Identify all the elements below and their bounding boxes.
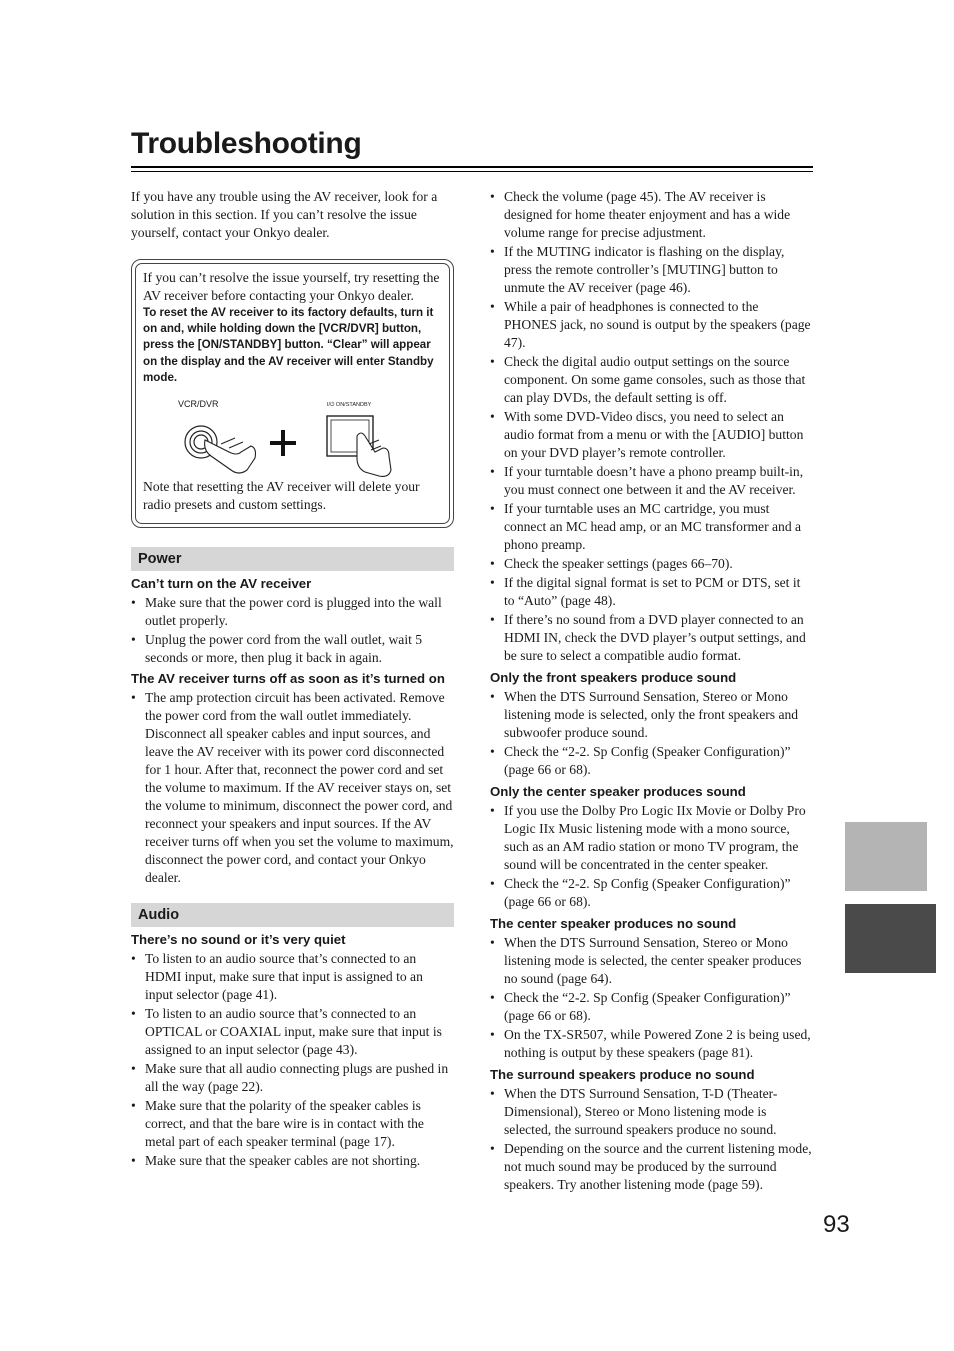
list-item: • If your turntable uses an MC cartridge, you must connect an MC head amp, or an MC transformer and a phono preamp. <box>490 500 813 554</box>
power-list-2 <box>131 689 454 887</box>
power-subheading-1: Can’t turn on the AV receiver <box>131 576 312 592</box>
hand-icon-left <box>205 440 256 473</box>
page-title: Troubleshooting <box>131 127 362 160</box>
list-item: • Make sure that the polarity of the speaker cables is correct, and that the bare wire is in contact with the metal part of each speaker terminal (page 17). <box>131 1097 454 1151</box>
reset-note-box <box>131 259 454 528</box>
reset-note-text: If you can’t resolve the issue yourself, try resetting the AV receiver before contacting your Onkyo dealer. <box>143 270 440 303</box>
section-tab-dark <box>845 904 936 973</box>
center-speaker-none-list <box>490 934 813 1062</box>
title-rule-thin <box>131 171 813 172</box>
list-item: • If your turntable doesn’t have a phono preamp built-in, you must connect one between it and the AV receiver. <box>490 463 813 499</box>
list-item: • Unplug the power cord from the wall outlet, wait 5 seconds or more, then plug it back in again. <box>131 631 454 667</box>
audio-list-continued <box>490 188 813 665</box>
list-item: • Check the volume (page 45). The AV receiver is designed for home theater enjoyment and has a wide volume range for precise adjustment. <box>490 188 813 242</box>
list-item: • Check the speaker settings (pages 66–70). <box>490 555 813 573</box>
list-item: • Check the “2-2. Sp Config (Speaker Configuration)” (page 66 or 68). <box>490 875 813 911</box>
list-item: • To listen to an audio source that’s connected to an HDMI input, make sure that input is assigned to an input selector (page 41). <box>131 950 454 1004</box>
center-speaker-only-list <box>490 802 813 911</box>
intro-text: If you have any trouble using the AV receiver, look for a solution in this section. If you can’t resolve the issue yourself, contact your Onkyo dealer. <box>131 189 438 240</box>
list-item: • When the DTS Surround Sensation, Stereo or Mono listening mode is selected, only the front speakers and subwoofer produce sound. <box>490 688 813 742</box>
list-item: • On the TX-SR507, while Powered Zone 2 is being used, nothing is output by these speakers (page 81). <box>490 1026 813 1062</box>
list-item: • To listen to an audio source that’s connected to an OPTICAL or COAXIAL input, make sure that input is assigned to an input selector (page 43). <box>131 1005 454 1059</box>
list-item: • When the DTS Surround Sensation, T-D (Theater-Dimensional), Stereo or Mono listening mode is selected, the surround speakers produce no sound. <box>490 1085 813 1139</box>
audio-list-1 <box>131 950 454 1170</box>
list-item: • Check the “2-2. Sp Config (Speaker Configuration)” (page 66 or 68). <box>490 989 813 1025</box>
power-subheading-2: The AV receiver turns off as soon as it’s turned on <box>131 671 445 687</box>
section-tab-light <box>845 822 927 891</box>
page-number: 93 <box>823 1211 850 1238</box>
list-item: • With some DVD-Video discs, you need to select an audio format from a menu or with the [AUDIO] button on your DVD player’s remote controller. <box>490 408 813 462</box>
list-item: • Check the “2-2. Sp Config (Speaker Configuration)” (page 66 or 68). <box>490 743 813 779</box>
center-speaker-only-subheading: Only the center speaker produces sound <box>490 784 746 799</box>
surround-speakers-list <box>490 1085 813 1194</box>
on-standby-label: I/⏻ ON/STANDBY <box>327 402 372 409</box>
title-rule-thick <box>131 166 813 168</box>
list-item: • Make sure that all audio connecting plugs are pushed in all the way (page 22). <box>131 1060 454 1096</box>
audio-section-heading: Audio <box>131 903 454 927</box>
reset-illustration <box>143 386 442 478</box>
list-item: • If there’s no sound from a DVD player connected to an HDMI IN, check the DVD player’s output settings, and be sure to select a compatible audio format. <box>490 611 813 665</box>
button-press-diagram <box>143 386 448 478</box>
list-item: • If you use the Dolby Pro Logic IIx Movie or Dolby Pro Logic IIx Music listening mode with a mono source, such as an AM radio station or mono TV program, the sound will be concentrated in the center speaker. <box>490 802 813 874</box>
plus-icon <box>270 430 296 456</box>
power-list-1 <box>131 594 454 667</box>
audio-subheading-1: There’s no sound or it’s very quiet <box>131 932 346 948</box>
front-speakers-list <box>490 688 813 779</box>
surround-speakers-subheading: The surround speakers produce no sound <box>490 1067 755 1082</box>
list-item: • If the digital signal format is set to PCM or DTS, set it to “Auto” (page 48). <box>490 574 813 610</box>
list-item: • When the DTS Surround Sensation, Stereo or Mono listening mode is selected, the center speaker produces no sound (page 64). <box>490 934 813 988</box>
list-item: • Make sure that the power cord is plugged into the wall outlet properly. <box>131 594 454 630</box>
front-speakers-subheading: Only the front speakers produce sound <box>490 670 737 685</box>
center-speaker-none-subheading: The center speaker produces no sound <box>490 916 737 931</box>
list-item: • Make sure that the speaker cables are not shorting. <box>131 1152 454 1170</box>
vcr-dvr-label: VCR/DVR <box>178 399 219 410</box>
list-item: • Check the digital audio output settings on the source component. On some game consoles, such as those that can play DVDs, the default setting is off. <box>490 353 813 407</box>
list-item: • If the MUTING indicator is flashing on the display, press the remote controller’s [MUTING] button to unmute the AV receiver (page 46). <box>490 243 813 297</box>
power-section-heading: Power <box>131 547 454 571</box>
list-item: • Depending on the source and the current listening mode, not much sound may be produced by the surround speakers. Try another listening mode (page 59). <box>490 1140 813 1194</box>
right-column <box>490 188 813 1195</box>
left-column <box>131 188 454 1171</box>
list-item: • The amp protection circuit has been activated. Remove the power cord from the wall outlet immediately. Disconnect all speaker cables and input sources, and leave the AV receiver with its power cord disconnected for 1 hour. After that, reconnect the power cord and set the volume to maximum. If the AV receiver stays on, set the volume to minimum, disconnect the power cord, and reconnect your speakers and input sources. If the AV receiver turns off when you set the volume to maximum, disconnect the power cord, and contact your Onkyo dealer. <box>131 689 454 887</box>
hand-icon-right <box>357 433 391 476</box>
reset-instructions: To reset the AV receiver to its factory defaults, turn it on and, while holding down the [VCR/DVR] button, press the [ON/STANDBY] button. “Clear” will appear on the display and the AV receiver will enter Standby mode. <box>143 306 434 384</box>
reset-warning-text: Note that resetting the AV receiver will delete your radio presets and custom settings. <box>143 479 420 513</box>
list-item: • While a pair of headphones is connected to the PHONES jack, no sound is output by the speakers (page 47). <box>490 298 813 352</box>
